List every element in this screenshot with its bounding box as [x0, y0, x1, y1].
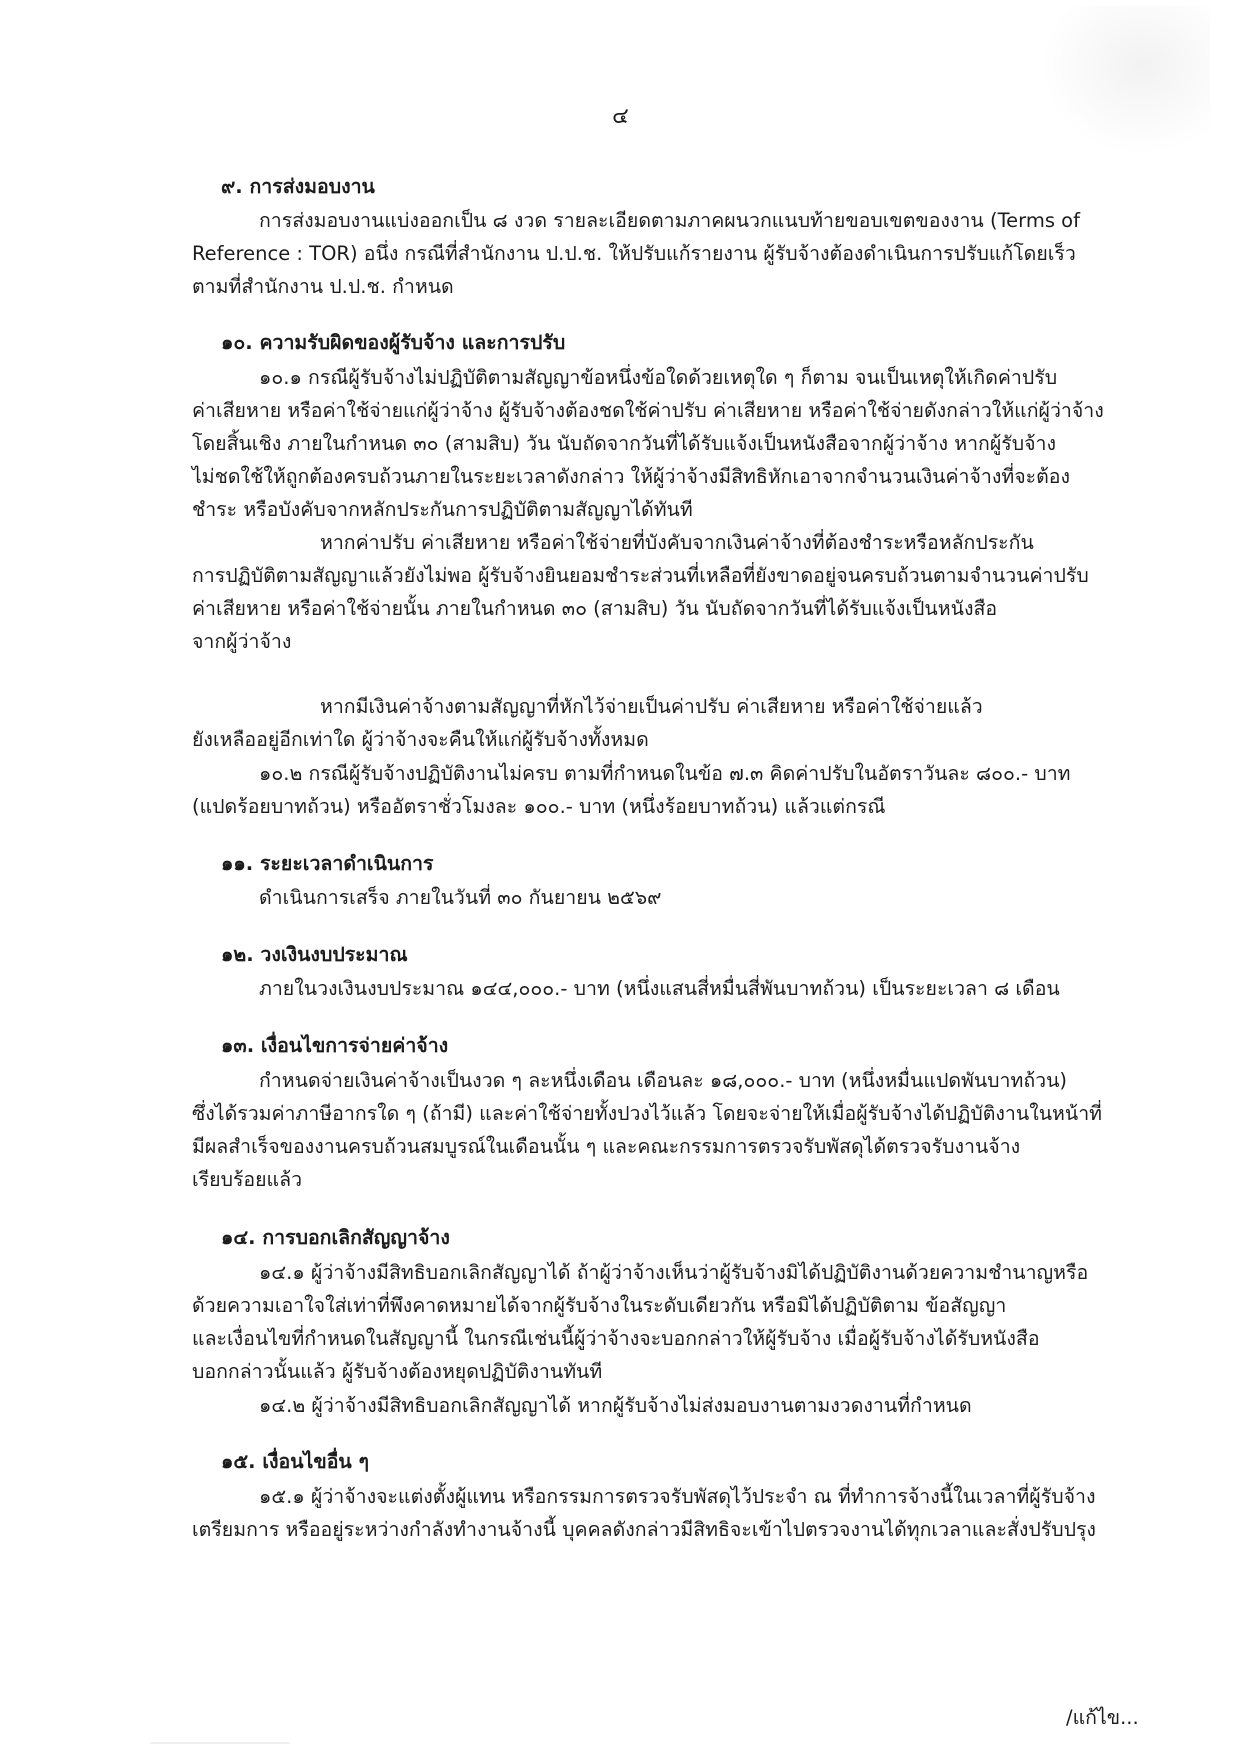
section-10-2-line-2: (แปดร้อยบาทถ้วน) หรืออัตราชั่วโมงละ ๑๐๐.- บาท (หนึ่งร้อยบาทถ้วน) แล้วแต่กรณี	[192, 795, 886, 818]
section-13-line-3: มีผลสำเร็จของงานครบถ้วนสมบูรณ์ในเดือนนั้น ๆ และคณะกรรมการตรวจรับพัสดุได้ตรวจรับงานจ้าง	[192, 1135, 1021, 1158]
section-10-p2-line-1: หากค่าปรับ ค่าเสียหาย หรือค่าใช้จ่ายที่บังคับจากเงินค่าจ้างที่ต้องชำระหรือหลักประกัน	[320, 531, 1034, 554]
section-10-1-line-2: ค่าเสียหาย หรือค่าใช้จ่ายแก่ผู้ว่าจ้าง ผู้รับจ้างต้องชดใช้ค่าปรับ ค่าเสียหาย หรือค่าใช้จ่ายดังกล่าวให้แก่ผู้ว่าจ้าง	[192, 399, 1104, 422]
section-12-line-1: ภายในวงเงินงบประมาณ ๑๔๔,๐๐๐.- บาท (หนึ่งแสนสี่หมื่นสี่พันบาทถ้วน) เป็นระยะเวลา ๘ เดือน	[259, 977, 1060, 1000]
scan-edge-mark	[150, 1742, 290, 1744]
section-10-p2-line-4: จากผู้ว่าจ้าง	[192, 630, 292, 653]
section-10-1-line-4: ไม่ชดใช้ให้ถูกต้องครบถ้วนภายในระยะเวลาดังกล่าว ให้ผู้ว่าจ้างมีสิทธิหักเอาจากจำนวนเงินค่าจ้างที่จะต้อง	[192, 465, 1070, 488]
section-13-line-4: เรียบร้อยแล้ว	[192, 1168, 303, 1191]
section-10-p3-line-1: หากมีเงินค่าจ้างตามสัญญาที่หักไว้จ่ายเป็นค่าปรับ ค่าเสียหาย หรือค่าใช้จ่ายแล้ว	[320, 695, 983, 718]
section-15-1-line-1: ๑๕.๑ ผู้ว่าจ้างจะแต่งตั้งผู้แทน หรือกรรมการตรวจรับพัสดุไว้ประจำ ณ ที่ทำการจ้างนี้ในเวลาที่ผู้รับจ้าง	[259, 1485, 1096, 1508]
section-9-line-1: การส่งมอบงานแบ่งออกเป็น ๘ งวด รายละเอียดตามภาคผนวกแนบท้ายขอบเขตของงาน (Terms of	[259, 209, 1080, 232]
section-14-1-line-3: และเงื่อนไขที่กำหนดในสัญญานี้ ในกรณีเช่นนี้ผู้ว่าจ้างจะบอกกล่าวให้ผู้รับจ้าง เมื่อผู้รับจ้างได้รับหนังสือ	[192, 1327, 1040, 1350]
section-10-p2-line-2: การปฏิบัติตามสัญญาแล้วยังไม่พอ ผู้รับจ้างยินยอมชำระส่วนที่เหลือที่ยังขาดอยู่จนครบถ้วนตามจำนวนค่าปรับ	[192, 564, 1089, 587]
section-10-1-line-1: ๑๐.๑ กรณีผู้รับจ้างไม่ปฏิบัติตามสัญญาข้อหนึ่งข้อใดด้วยเหตุใด ๆ ก็ตาม จนเป็นเหตุให้เกิดค่าปรับ	[259, 366, 1058, 389]
section-10-1-line-5: ชำระ หรือบังคับจากหลักประกันการปฏิบัติตามสัญญาได้ทันที	[192, 498, 693, 521]
section-14-1-line-1: ๑๔.๑ ผู้ว่าจ้างมีสิทธิบอกเลิกสัญญาได้ ถ้าผู้ว่าจ้างเห็นว่าผู้รับจ้างมิได้ปฏิบัติงานด้วยความชำนาญหรือ	[259, 1261, 1089, 1284]
scan-shadow	[1040, 6, 1210, 156]
section-9-title: ๙. การส่งมอบงาน	[221, 175, 375, 198]
section-9-line-3: ตามที่สำนักงาน ป.ป.ช. กำหนด	[192, 275, 454, 298]
section-12-title: ๑๒. วงเงินงบประมาณ	[221, 943, 408, 966]
section-13-line-1: กำหนดจ่ายเงินค่าจ้างเป็นงวด ๆ ละหนึ่งเดือน เดือนละ ๑๘,๐๐๐.- บาท (หนึ่งหมื่นแปดพันบาทถ้วน)	[259, 1069, 1068, 1092]
section-14-1-line-4: บอกกล่าวนั้นแล้ว ผู้รับจ้างต้องหยุดปฏิบัติงานทันที	[192, 1360, 603, 1383]
section-10-p2-line-3: ค่าเสียหาย หรือค่าใช้จ่ายนั้น ภายในกำหนด ๓๐ (สามสิบ) วัน นับถัดจากวันที่ได้รับแจ้งเป็นหนังสือ	[192, 597, 998, 620]
section-11-line-1: ดำเนินการเสร็จ ภายในวันที่ ๓๐ กันยายน ๒๕๖๙	[259, 886, 662, 909]
continuation-marker: /แก้ไข...	[1066, 1706, 1139, 1729]
section-14-1-line-2: ด้วยความเอาใจใส่เท่าที่พึงคาดหมายได้จากผู้รับจ้างในระดับเดียวกัน หรือมิได้ปฏิบัติตาม ข้อสัญญา	[192, 1294, 1007, 1317]
section-14-title: ๑๔. การบอกเลิกสัญญาจ้าง	[221, 1226, 450, 1249]
section-10-2-line-1: ๑๐.๒ กรณีผู้รับจ้างปฏิบัติงานไม่ครบ ตามที่กำหนดในข้อ ๗.๓ คิดค่าปรับในอัตราวันละ ๘๐๐.- บาท	[259, 762, 1071, 785]
page-number: ๔	[612, 104, 629, 129]
section-10-p3-line-2: ยังเหลืออยู่อีกเท่าใด ผู้ว่าจ้างจะคืนให้แก่ผู้รับจ้างทั้งหมด	[192, 728, 649, 751]
section-15-1-line-2: เตรียมการ หรืออยู่ระหว่างกำลังทำงานจ้างนี้ บุคคลดังกล่าวมีสิทธิจะเข้าไปตรวจงานได้ทุกเวลาและสั่งปรับปรุง	[192, 1518, 1096, 1541]
section-15-title: ๑๕. เงื่อนไขอื่น ๆ	[221, 1450, 370, 1473]
section-11-title: ๑๑. ระยะเวลาดำเนินการ	[221, 852, 434, 875]
section-10-1-line-3: โดยสิ้นเชิง ภายในกำหนด ๓๐ (สามสิบ) วัน นับถัดจากวันที่ได้รับแจ้งเป็นหนังสือจากผู้ว่าจ้าง หากผู้รับจ้าง	[192, 432, 1057, 455]
section-14-2-line-1: ๑๔.๒ ผู้ว่าจ้างมีสิทธิบอกเลิกสัญญาได้ หากผู้รับจ้างไม่ส่งมอบงานตามงวดงานที่กำหนด	[259, 1394, 972, 1417]
section-10-title: ๑๐. ความรับผิดของผู้รับจ้าง และการปรับ	[221, 331, 566, 354]
section-9-line-2: Reference : TOR) อนึ่ง กรณีที่สำนักงาน ป.ป.ช. ให้ปรับแก้รายงาน ผู้รับจ้างต้องดำเนินการปรับแก้โดยเร็ว	[192, 242, 1076, 265]
section-13-line-2: ซึ่งได้รวมค่าภาษีอากรใด ๆ (ถ้ามี) และค่าใช้จ่ายทั้งปวงไว้แล้ว โดยจะจ่ายให้เมื่อผู้รับจ้างได้ปฏิบัติงานในหน้าที่	[192, 1102, 1103, 1125]
section-13-title: ๑๓. เงื่อนไขการจ่ายค่าจ้าง	[221, 1034, 449, 1057]
